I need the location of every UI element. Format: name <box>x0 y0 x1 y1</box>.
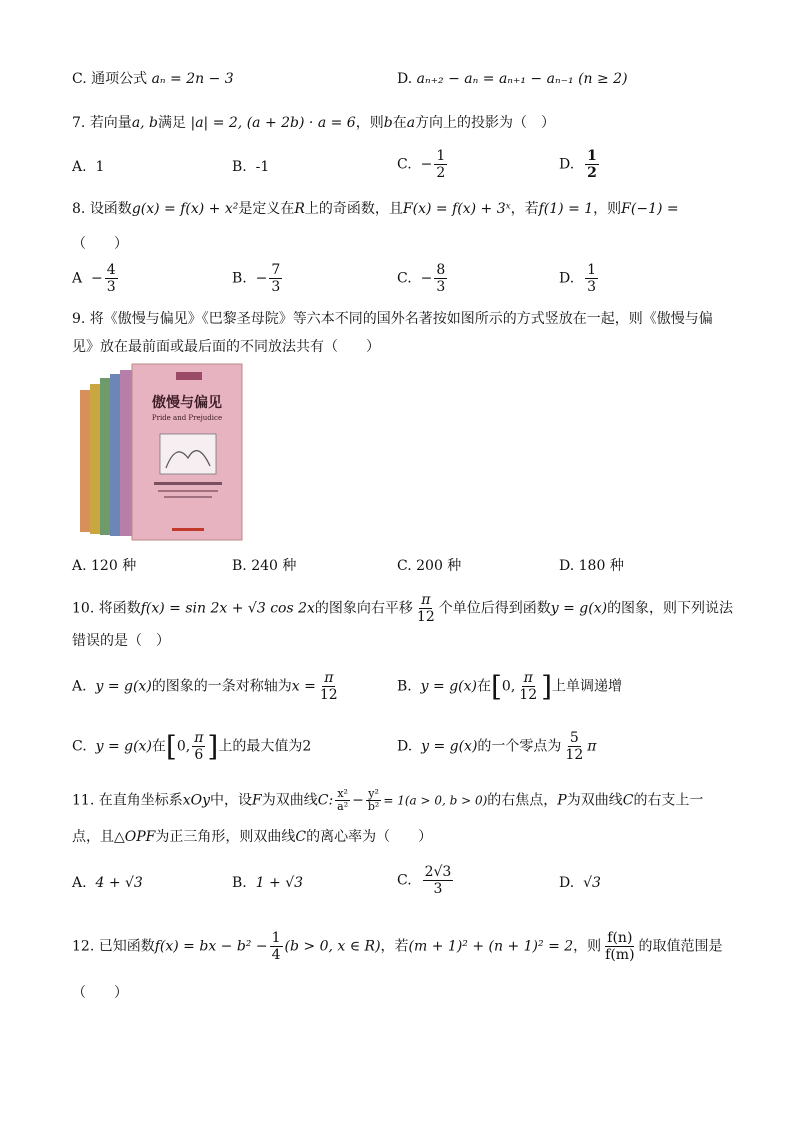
q10-stem-line2: 错误的是（ ） <box>72 633 170 649</box>
cover-title: 傲慢与偏见 <box>152 395 222 411</box>
q10-option-d[interactable]: D. y = g(x)的一个零点为 $\frac{5}{12}$ π <box>397 730 597 763</box>
cover-tag <box>176 372 202 380</box>
q8-answer-paren: （ ） <box>72 236 128 252</box>
q10-option-b[interactable]: B. y = g(x)在[0, $\frac{\pi}{12}$ ]上单调递增 <box>397 669 623 703</box>
books-illustration <box>72 362 248 544</box>
q10-stem: 10. 将函数f(x) = sin 2x + √3 cos 2x的图象向右平移 $\frac{\pi}{12}$ 个单位后得到函数y = g(x)的图象，则下列说法 <box>72 592 734 625</box>
fraction: $\frac{8}{3}$ <box>436 262 446 295</box>
q7-option-a[interactable]: A. 1 <box>72 159 105 175</box>
fraction: $\frac{1}{4}$ <box>271 930 281 963</box>
q9-option-d[interactable]: D. 180 种 <box>559 558 624 574</box>
book-spine <box>90 384 100 534</box>
q11-option-d[interactable]: D. √3 <box>559 875 601 891</box>
q8-stem: 8. 设函数g(x) = f(x) + x²是定义在R上的奇函数，且F(x) = f(x) + 3ˣ，若f(1) = 1，则F(−1) = <box>72 201 679 217</box>
q11-option-b[interactable]: B. 1 + √3 <box>232 875 304 891</box>
q12-answer-paren: （ ） <box>72 985 128 1001</box>
fraction: $\frac{1}{2}$ <box>587 148 597 181</box>
q10-options-ab <box>72 670 732 712</box>
q8-option-b[interactable]: B. − $\frac{7}{3}$ <box>232 262 281 295</box>
fraction: $\frac{1}{3}$ <box>587 262 597 295</box>
q6-option-d[interactable]: D. aₙ₊₂ − aₙ = aₙ₊₁ − aₙ₋₁ (n ≥ 2) <box>397 71 628 87</box>
cover-subtitle: Pride and Prejudice <box>151 414 223 422</box>
fraction: $\frac{1}{2}$ <box>436 148 446 181</box>
book-spine <box>110 374 120 536</box>
q10-option-c[interactable]: C. y = g(x)在[0, $\frac{\pi}{6}$ ]上的最大值为2 <box>72 729 312 763</box>
q6-option-c[interactable]: C. 通项公式 aₙ = 2n − 3 <box>72 71 234 87</box>
q8-options <box>72 262 732 302</box>
q7-option-b[interactable]: B. -1 <box>232 159 270 175</box>
cover-illustration-frame <box>160 434 216 474</box>
q6-options <box>72 68 732 108</box>
q8-option-d[interactable]: D. $\frac{1}{3}$ <box>559 262 597 295</box>
q9-option-a[interactable]: A. 120 种 <box>72 558 137 574</box>
q11-stem: 11. 在直角坐标系xOy中，设F为双曲线C: $\frac{\text{x²}}{\text{a²}}$ − $\frac{\text{y²}}{\text{b²}}$ = 1(a > 0, b > 0)的右焦点，P为双曲线C的右支上一 <box>72 787 704 813</box>
q8-option-c[interactable]: C. − $\frac{8}{3}$ <box>397 262 446 295</box>
fraction: $\frac{\pi}{12}$ <box>319 670 338 703</box>
fraction: $\frac{\pi}{12}$ <box>519 670 538 703</box>
q7-options <box>72 148 732 188</box>
cover-text-bar <box>154 482 222 485</box>
fraction: $\frac{5}{12}$ <box>565 730 584 763</box>
book-spine <box>80 390 90 532</box>
fraction: $\frac{\text{y²}}{\text{b²}}$ <box>367 787 380 813</box>
books-svg <box>72 362 248 544</box>
q11-option-c[interactable]: C. $\frac{2√3}{3}$ <box>397 864 452 897</box>
q7-option-d[interactable]: D. $\frac{1}{2}$ <box>559 148 597 181</box>
fraction: $\frac{\text{x²}}{\text{a²}}$ <box>337 787 349 813</box>
q7-stem: 7. 若向量a, b满足 |a| = 2, (a + 2b) · a = 6，则b在a方向上的投影为（ ） <box>72 115 556 131</box>
book-spine <box>120 370 132 536</box>
book-spine <box>100 378 110 535</box>
fraction: $\frac{4}{3}$ <box>106 262 116 295</box>
q12-stem: 12. 已知函数f(x) = bx − b² − $\frac{1}{4}$ (b > 0, x ∈ R)，若(m + 1)² + (n + 1)² = 2，则 $\frac{f(n)}{f(m)}$ 的取值范围是 <box>72 930 723 963</box>
cover-text-bar <box>158 490 218 492</box>
fraction: $\frac{\pi}{12}$ <box>416 592 435 625</box>
q11-option-a[interactable]: A. 4 + √3 <box>72 875 143 891</box>
q9-stem-line1: 9. 将《傲慢与偏见》《巴黎圣母院》等六本不同的国外名著按如图所示的方式竖放在一起，则《傲慢与偏 <box>72 311 713 327</box>
q9-options <box>72 555 732 595</box>
fraction: $\frac{\pi}{6}$ <box>194 730 204 763</box>
q8-option-a[interactable]: A − $\frac{4}{3}$ <box>72 262 116 295</box>
fraction: $\frac{f(n)}{f(m)}$ <box>605 930 635 963</box>
q9-option-c[interactable]: C. 200 种 <box>397 558 462 574</box>
q7-option-c[interactable]: C. − $\frac{1}{2}$ <box>397 148 446 181</box>
q10-option-a[interactable]: A. y = g(x)的图象的一条对称轴为x = $\frac{\pi}{12}$ <box>72 670 338 703</box>
cover-text-bar <box>164 496 212 498</box>
q10-options-cd <box>72 730 732 772</box>
q11-stem-line2: 点，且△OPF为正三角形，则双曲线C的离心率为（ ） <box>72 829 433 845</box>
q9-stem-line2: 见》放在最前面或最后面的不同放法共有（ ） <box>72 339 380 355</box>
q9-option-b[interactable]: B. 240 种 <box>232 558 297 574</box>
publisher-mark <box>172 528 204 531</box>
fraction: $\frac{2√3}{3}$ <box>424 864 452 897</box>
q11-options <box>72 864 732 904</box>
fraction: $\frac{7}{3}$ <box>271 262 281 295</box>
